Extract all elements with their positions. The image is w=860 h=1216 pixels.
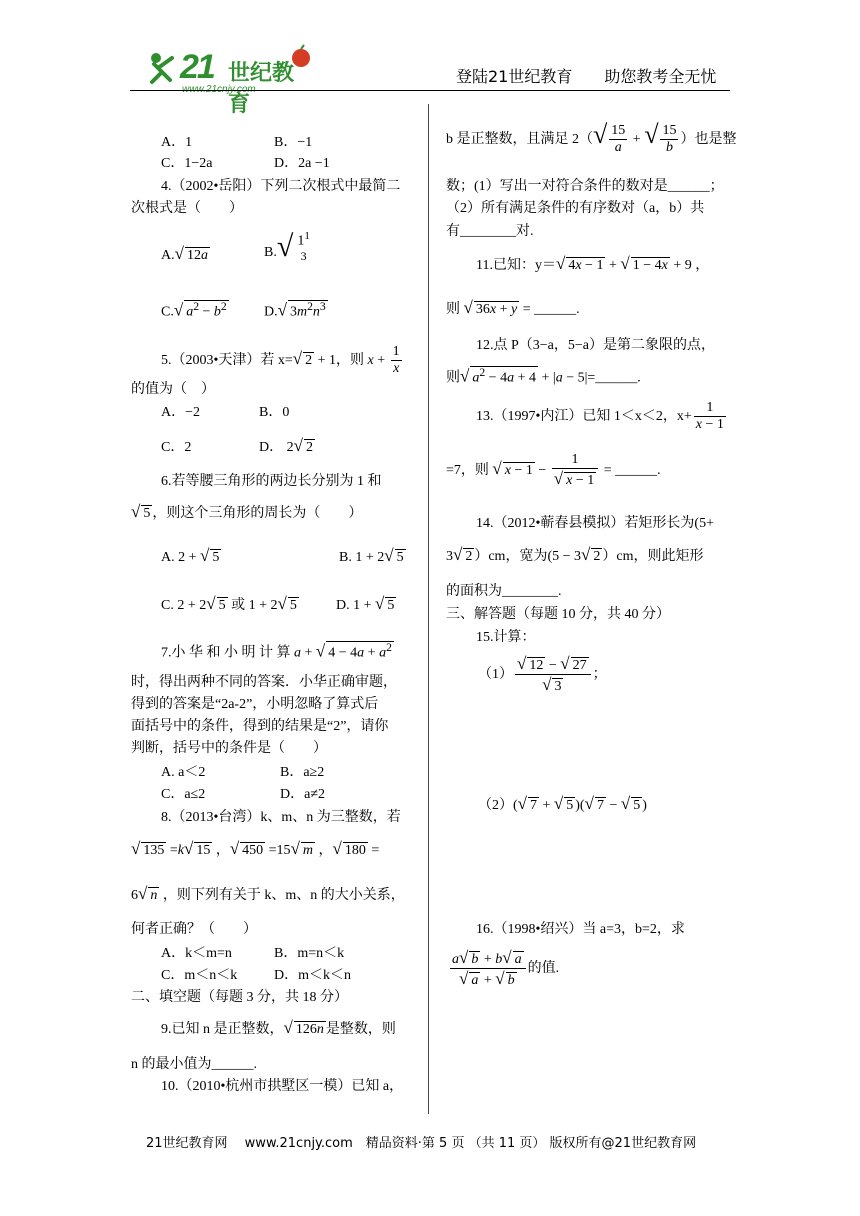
q15-part-2: （2）(√ 7 + √ 5 )(√ 7 − √ 5 ) bbox=[478, 794, 647, 813]
q5-option-a: A．−2 bbox=[161, 405, 201, 420]
q8-option-a: A．k＜m=n bbox=[161, 946, 232, 961]
q6-option-a: A. 2 + √ 5 bbox=[161, 546, 220, 565]
q9-text-2: n 的最小值为______. bbox=[131, 1057, 257, 1072]
q3-option-b: B．−1 bbox=[274, 135, 313, 150]
q6-option-d: D. 1 + √ 5 bbox=[336, 594, 395, 613]
header-slogan: 登陆21世纪教育 助您教考全无忧 bbox=[456, 67, 717, 86]
q8-option-b: B．m=n＜k bbox=[274, 946, 345, 961]
q4-text-2: 次根式是（ ） bbox=[131, 201, 243, 216]
q3-option-c: C．1−2a bbox=[161, 156, 213, 171]
q15-part-1: （1） $\frac{√ 12 - √ 27}{√ 3}$ ； bbox=[478, 654, 607, 695]
q4-text: 4.（2002•岳阳）下列二次根式中最简二 bbox=[161, 179, 401, 194]
q5-text: 5.（2003•天津）若 x=√ 2 + 1，则 x + $\frac{1}{x}$ bbox=[161, 344, 400, 377]
q7-option-a: A. a＜2 bbox=[161, 765, 206, 780]
logo-number: 21 bbox=[180, 48, 214, 86]
logo bbox=[142, 44, 312, 117]
q13-text: 13.（1997•内江）已知 1＜x＜2，x+ $\frac{1}{x - 1}$ bbox=[476, 400, 724, 433]
q4-option-d: D.√ $3m^2n^3$ bbox=[264, 300, 326, 320]
q7-text-3: 得到的答案是“2a-2”，小明忽略了算式后 bbox=[131, 697, 379, 712]
q6-option-c: C. 2 + 2√ 5 或 1 + 2√ 5 bbox=[161, 594, 297, 613]
q11-text: 11.已知：y＝√ 4x − 1 + √ 1 − 4x + 9 ， bbox=[476, 254, 710, 273]
q16-text: 16.（1998•绍兴）当 a=3，b=2，求 bbox=[476, 922, 685, 937]
q9-text: 9.已知 n 是正整数，√ 126n 是整数，则 bbox=[161, 1018, 396, 1037]
header-rule bbox=[130, 90, 730, 91]
q10-text: 10.（2010•杭州市拱墅区一模）已知 a， bbox=[161, 1079, 404, 1094]
logo-text: 世纪教育 bbox=[228, 61, 295, 117]
q6-option-b: B. 1 + 2√ 5 bbox=[339, 546, 404, 565]
q4-option-a: A.√ 12a bbox=[161, 244, 208, 263]
q12-text-2: 则√ $a^2 - 4a + 4 + |a$ − 5|=______. bbox=[446, 366, 641, 386]
q8-text-3: 6√ n ，则下列有关于 k、m、n 的大小关系， bbox=[131, 884, 405, 903]
q6-text-2: √ 5 ，则这个三角形的周长为（ ） bbox=[131, 502, 363, 521]
q14-text-2: 3√ 2 ）cm，宽为(5 − 3√ 2 ）cm，则此矩形 bbox=[446, 545, 704, 564]
q6-text: 6.若等腰三角形的两边长分别为 1 和 bbox=[161, 474, 382, 489]
q8-text: 8.（2013•台湾）k、m、n 为三整数，若 bbox=[161, 810, 401, 825]
q10-text-3: 数；(1）写出一对符合条件的数对是______； bbox=[446, 179, 724, 194]
q16-text-2: $\frac{a√ b + b√ a}{√ a + √ b}$ 的值. bbox=[452, 948, 560, 989]
q5-option-c: C．2 bbox=[161, 440, 192, 455]
apple-icon bbox=[288, 44, 314, 68]
q8-option-c: C．m＜n＜k bbox=[161, 968, 238, 983]
q7-option-c: C．a≤2 bbox=[161, 787, 206, 802]
section-3-heading: 三、解答题（每题 10 分，共 40 分） bbox=[446, 607, 670, 622]
q11-text-2: 则 √ 36x + y = ______. bbox=[446, 298, 580, 317]
q14-text-3: 的面积为________. bbox=[446, 584, 562, 599]
q3-option-a: A．1 bbox=[161, 135, 193, 150]
q12-text: 12.点 P（3−a，5−a）是第二象限的点， bbox=[476, 338, 716, 353]
q13-text-2: =7，则 √ x − 1 − $\frac{1}{√ x - 1}$ = ______. bbox=[446, 452, 661, 489]
q10-text-2: b 是正整数，且满足 2（√ $\frac{15}{a}$ + √ $\frac{15}{b}$ ）也是整 bbox=[446, 120, 737, 156]
q8-text-2: √ 135 =k√ 15 ，√ 450 =15√ m ，√ 180 = bbox=[131, 839, 380, 858]
q10-text-4: （2）所有满足条件的有序数对（a，b）共 bbox=[446, 201, 705, 216]
q3-option-d: D．2a −1 bbox=[274, 156, 330, 171]
q7-option-d: D．a≠2 bbox=[280, 787, 326, 802]
q7-text: 7.小 华 和 小 明 计 算 a + √ $4 - 4a + a^2$ bbox=[161, 641, 392, 661]
q5-option-d: D． 2√ 2 bbox=[259, 436, 313, 455]
q5-option-b: B．0 bbox=[259, 405, 290, 420]
q7-option-b: B．a≥2 bbox=[280, 765, 325, 780]
q10-text-5: 有________对. bbox=[446, 224, 534, 239]
logo-url: www.21cnjy.com bbox=[182, 84, 256, 95]
q8-option-d: D．m＜k＜n bbox=[274, 968, 351, 983]
page-footer: 21世纪教育网 www.21cnjy.com 精品资料·第 5 页 （共 11 页） 版权所有@21世纪教育网 bbox=[146, 1136, 697, 1151]
q7-text-4: 面括号中的条件，得到的结果是“2”，请你 bbox=[131, 719, 389, 734]
q4-option-c: C.√ $a^2 - b^2$ bbox=[161, 300, 227, 320]
q7-text-5: 判断，括号中的条件是（ ） bbox=[131, 741, 327, 756]
section-2-heading: 二、填空题（每题 3 分，共 18 分） bbox=[131, 990, 348, 1005]
q5-text-2: 的值为（ ） bbox=[131, 382, 215, 397]
q14-text: 14.（2012•蕲春县模拟）若矩形长为(5+ bbox=[476, 516, 714, 531]
q7-text-2: 时，得出两种不同的答案．小华正确审题， bbox=[131, 675, 397, 690]
q4-option-b: B.√ $1^1$ 3 bbox=[264, 230, 310, 263]
q15-text: 15.计算： bbox=[476, 630, 536, 645]
q8-text-4: 何者正确？（ ） bbox=[131, 922, 257, 937]
column-divider bbox=[428, 104, 429, 1114]
